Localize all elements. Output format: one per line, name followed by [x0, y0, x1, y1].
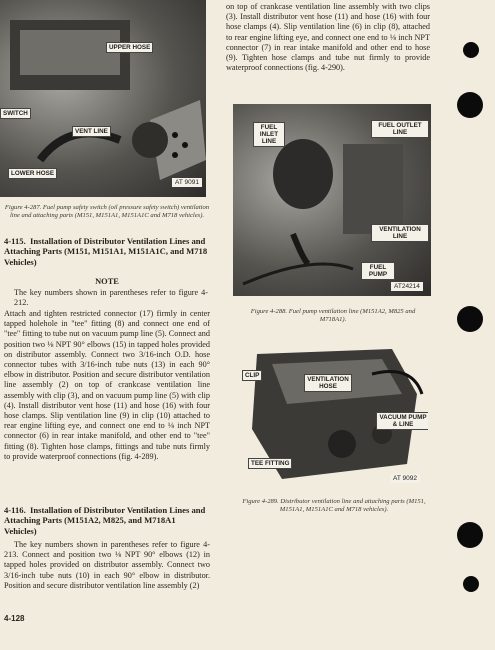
label-vacuum-pump-line-text: VACUUM PUMP & LINE	[379, 414, 427, 428]
figure-4-287-photo	[0, 0, 206, 197]
label-fuel-outlet-line-text: FUEL OUTLET LINE	[378, 122, 422, 136]
section-4-116-heading	[4, 505, 210, 536]
label-ventilation-line	[371, 224, 429, 242]
section-4-115-paragraph: Attach and tighten restricted connector (17) firmly in center tapped holehole in "tee" fitting (8) and connect one end of "tee" fitting to tube nut on vacuum pump line (5). Connect and position two ⅛ NPT 90° elbows (15) in tapped holes provided on distributor assembly. Connect two 3/16-inch O.D. hose connector tubes with 3/16-inch tube nuts (13) in each 90° elbow in distributor. Position and secure distributor ventilation line assembly (2) on top of crankcase ventilation line assembly with clip (3), and on vacuum pump line (5) with clip (4). Install distributor vent hose (11) and hose (16) with four hose clamps. Slip ventilation line (9) in clip (10) attached to rear engine lifting eye, and connect one end to ⅛ inch NPT connector (6) in rear intake manifold, and other end to "tee" fitting (8). Tighten hose clamps, fittings and tube nuts firmly to provide waterproof connections (fig. 4-289).	[4, 309, 210, 461]
binder-hole	[457, 92, 483, 118]
label-ventilation-hose	[304, 374, 352, 392]
section-title: Installation of Distributor Ventilation Lines and Attaching Parts (M151A2, M825, and M718A1 Vehicles)	[4, 505, 206, 536]
note-paragraph: The key numbers shown in parentheses refer to figure 4-212.	[14, 288, 208, 308]
label-clip: CLIP	[242, 370, 262, 381]
label-fuel-outlet-line	[371, 120, 429, 138]
figure-4-287-caption: Figure 4-287. Fuel pump safety switch (oil pressure safety switch) ventilation line and attaching parts (M151, M151A1, M151A1C and M718 vehicles).	[4, 204, 210, 219]
binder-hole	[463, 42, 479, 58]
figure-4-289-caption: Figure 4-289. Distributor ventilation line and attaching parts (M151, M151A1, M151A1C and M718 vehicles).	[242, 498, 426, 513]
binder-hole	[463, 576, 479, 592]
figure-number-tag: AT 9092	[390, 474, 420, 483]
label-ventilation-line-text: VENTILATION LINE	[379, 226, 421, 240]
note-heading: NOTE	[95, 277, 119, 286]
section-title: Installation of Distributor Ventilation Lines and Attaching Parts (M151, M151A1, M151A1C, and M718 Vehicles)	[4, 236, 208, 267]
binder-hole	[457, 306, 483, 332]
section-number: 4-116.	[4, 505, 26, 515]
label-fuel-inlet-line-text: FUEL INLET LINE	[259, 124, 279, 145]
figure-4-288-caption: Figure 4-288. Fuel pump ventilation line (M151A2, M825 and M718A1).	[250, 308, 416, 323]
label-ventilation-hose-text: VENTILATION HOSE	[307, 376, 349, 390]
right-column-continuation	[226, 2, 430, 73]
label-vent-line: VENT LINE	[72, 126, 111, 137]
page-number: 4-128	[4, 614, 25, 623]
label-lower-hose: LOWER HOSE	[8, 168, 57, 179]
note-text	[14, 288, 208, 308]
section-4-116-body	[4, 540, 210, 591]
section-4-115-body	[4, 309, 210, 462]
figure-4-289-photo	[242, 334, 428, 490]
label-fuel-pump	[361, 262, 395, 280]
section-number: 4-115.	[4, 236, 26, 246]
figure-number-tag: AT24214	[391, 282, 423, 291]
figure-number-tag: AT 9091	[172, 178, 202, 187]
figure-4-288-photo	[233, 104, 431, 296]
label-switch: SWITCH	[0, 108, 31, 119]
section-4-116-paragraph: The key numbers shown in parentheses refer to figure 4-213. Connect and position two ⅛ NPT 90° elbows (12) in tapped holes provided on distributor assembly. Connect two 3/16-inch tube nuts (10) in each 90° elbow in distributor. Position and secure distributor ventilation line assembly (2)	[4, 540, 210, 590]
label-vacuum-pump-line	[376, 412, 428, 430]
label-upper-hose: UPPER HOSE	[106, 42, 153, 53]
label-fuel-inlet-line	[253, 122, 285, 147]
label-fuel-pump-text: FUEL PUMP	[368, 264, 388, 278]
binder-hole	[457, 522, 483, 548]
continuation-paragraph: on top of crankcase ventilation line assembly with two clips (3). Install distributor vent hose (11) and hose (16) with four hose clamps (4). Slip ventilation line (6) in clip (8), attached to rear engine lifting eye, and connect one end to ⅛ inch NPT connector (7) in rear intake manifold and other end to hose (9). Tighten hose clamps and tube nut firmly to provide waterproof connections (fig. 4-290).	[226, 2, 430, 73]
section-4-115-heading	[4, 236, 210, 267]
label-tee-fitting: TEE FITTING	[248, 458, 292, 469]
